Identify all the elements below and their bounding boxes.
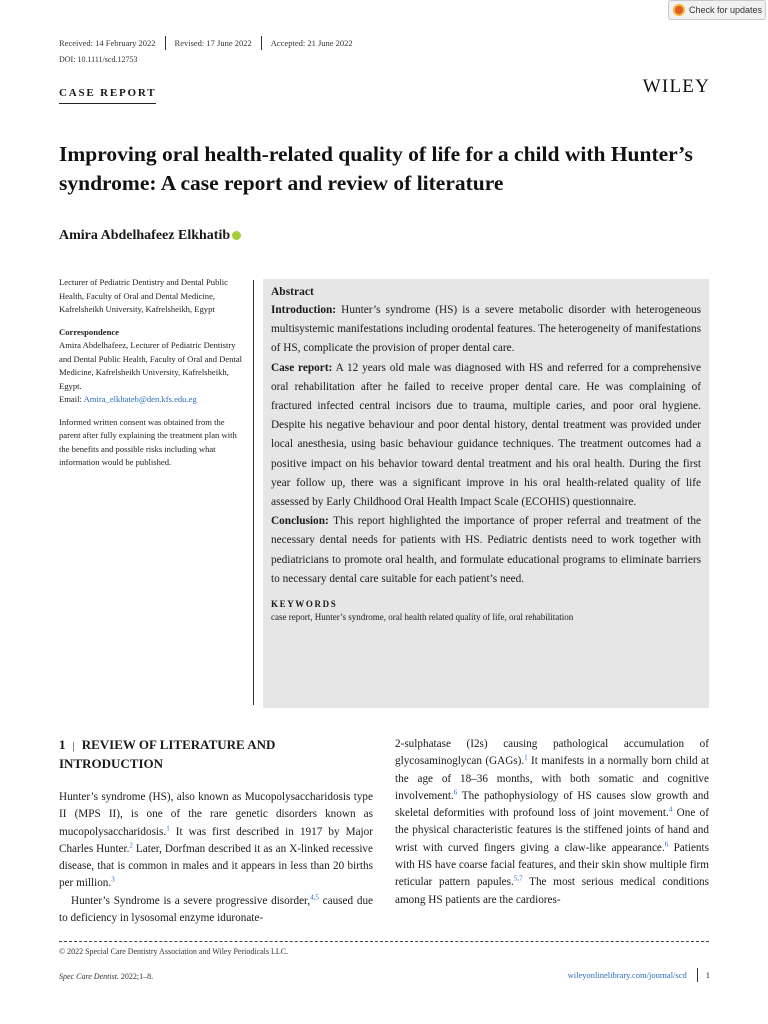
- footer-divider-bar: [697, 968, 698, 982]
- email-label: Email:: [59, 394, 84, 404]
- abstract-heading: Abstract: [271, 286, 314, 298]
- citation-link[interactable]: 6: [453, 788, 458, 797]
- footer-divider: [59, 941, 709, 942]
- correspondence-heading: Correspondence: [59, 326, 119, 337]
- citation-link[interactable]: 5,7: [513, 874, 523, 883]
- journal-citation: [59, 972, 153, 981]
- affiliation: Lecturer of Pediatric Dentistry and Dental Public Health, Faculty of Oral and Dental Medicine, Kafrelsheikh University, Kafrelsheikh, Egypt: [59, 277, 228, 314]
- paragraph: Hunter’s Syndrome is a severe progressive disorder,$^{4,5}$ caused due to deficiency in lysosomal enzyme iduronate-: [59, 893, 374, 925]
- body-column-left: [59, 736, 373, 927]
- publisher-logo: WILEY: [642, 76, 710, 97]
- correspondence-text: Amira Abdelhafeez, Lecturer of Pediatric Dentistry and Dental Public Health, Faculty of Oral and Dental Medicine, Kafrelsheikh University, Kafrelsheikh, Egypt.: [59, 340, 243, 391]
- section-heading: [59, 736, 373, 772]
- consent-statement: Informed written consent was obtained from the parent after fully explaining the treatment plan with the benefits and possible risks including what information would be published.: [59, 416, 237, 467]
- article-dates: [59, 36, 353, 50]
- body-column-right: [395, 736, 709, 909]
- footer-right: [568, 968, 710, 982]
- introduction-label: Introduction:: [271, 304, 337, 316]
- check-for-updates-label: Check for updates: [689, 5, 763, 15]
- citation-link[interactable]: 6: [664, 840, 669, 849]
- article-title: Improving oral health-related quality of life for a child with Hunter’s syndrome: A case report and review of literature: [59, 142, 693, 195]
- journal-name: Spec Care Dentist.: [59, 972, 119, 981]
- conclusion-label: Conclusion:: [271, 515, 329, 528]
- orcid-icon[interactable]: [232, 231, 241, 240]
- section-title: REVIEW OF LITERATURE AND INTRODUCTION: [59, 737, 276, 771]
- author-name[interactable]: Amira Abdelhafeez Elkhatib: [59, 228, 231, 243]
- keywords-heading: KEYWORDS: [271, 599, 338, 610]
- citation-link[interactable]: 3: [111, 875, 115, 884]
- doi: DOI: 10.1111/scd.12753: [59, 55, 138, 64]
- email-link[interactable]: Amira_elkhateb@den.kfs.edu.eg: [83, 394, 197, 404]
- citation-link[interactable]: 2: [129, 841, 133, 850]
- author-line: [59, 228, 241, 244]
- conclusion-text: This report highlighted the importance of proper referral and treatment of the necessary dental needs for patients with HS. Pediatric dentists need to work together with pediatricians to promote oral health, and formulate educational programs to eliminate barriers to necessary dental care suitable for each patient’s need.: [271, 515, 701, 585]
- crossmark-icon: [673, 4, 685, 16]
- citation-link[interactable]: 4,5: [310, 893, 319, 902]
- paragraph: 2-sulphatase (I2s) causing pathological accumulation of glycosaminoglycan (GAGs).$^1$ It manifests in a normally born child at the age of 18–36 months, with both somatic and cognitive involvement.$^6$ The pathophysiology of HS causes slow growth and skeletal deformities with profound loss of joint movement.$^4$ One of the physical characteristic features is the stiffened joints of hand and wrist with curved fingers giving a claw-like appearance.$^6$ Patients with HS have coarse facial features, and their skin show multiple firm reticular pattern papules.$^{5,7}$ The most serious medical conditions among HS patients are the cardiores-: [395, 738, 710, 906]
- paragraph: Hunter’s syndrome (HS), also known as Mucopolysaccharidosis type II (MPS II), is one of the rare genetic disorders known as mucopolysaccharidosis.$^1$ It was first described in 1917 by Major Charles Hunter.$^2$ Later, Dorfman described it as an X-linked recessive disease, that is common in males and it appears in less than 20 births per million.$^3$: [59, 791, 373, 890]
- article-type: CASE REPORT: [59, 87, 156, 104]
- check-for-updates-button[interactable]: [668, 0, 766, 20]
- section-divider: |: [72, 740, 75, 752]
- accepted-date: Accepted: 21 June 2022: [270, 38, 353, 48]
- abstract-introduction: [271, 301, 701, 359]
- citation-link[interactable]: 1: [524, 753, 528, 762]
- abstract-box: [263, 279, 709, 708]
- date-divider: [165, 36, 166, 50]
- case-report-text: A 12 years old male was diagnosed with HS and referred for a comprehensive oral rehabilitation after he failed to receive proper dental care. He was complaining of fractured infected central incisors due to trauma, multiple caries, and poor oral hygiene. Despite his negative behaviour and poor dental history, dental treatment was provided under local anesthesia, using basic behaviour guidance techniques. The treatment outcomes had a positive impact on his behavior toward dental treatment and his oral health. During the first year follow up, there was a significant improve in his oral health-related quality of life assessed by Early Childhood Oral Health Impact Scale (ECOHIS) questionnaire.: [271, 361, 701, 509]
- date-divider: [261, 36, 262, 50]
- citation-link[interactable]: 4: [668, 805, 673, 814]
- citation-link[interactable]: 1: [166, 823, 170, 832]
- article-sidebar: [59, 276, 243, 479]
- sidebar-divider: [253, 280, 254, 705]
- page-number: 1: [705, 970, 710, 980]
- abstract-case-report: [271, 359, 701, 513]
- journal-website-link[interactable]: wileyonlinelibrary.com/journal/scd: [567, 970, 687, 980]
- abstract-conclusion: [271, 512, 701, 589]
- journal-info: 2022;1–8.: [118, 972, 154, 981]
- received-date: Received: 14 February 2022: [59, 38, 156, 48]
- case-report-label: Case report:: [271, 361, 333, 374]
- section-number: 1: [59, 737, 66, 752]
- copyright: © 2022 Special Care Dentistry Association and Wiley Periodicals LLC.: [59, 947, 289, 956]
- keywords-list: case report, Hunter’s syndrome, oral health related quality of life, oral rehabilitation: [271, 612, 574, 623]
- revised-date: Revised: 17 June 2022: [174, 38, 252, 48]
- introduction-text: Hunter’s syndrome (HS) is a severe metabolic disorder with heterogeneous multisystemic manifestations including orodental features. The heterogeneity of manifestations of HS, complicate the provision of proper dental care.: [271, 304, 701, 355]
